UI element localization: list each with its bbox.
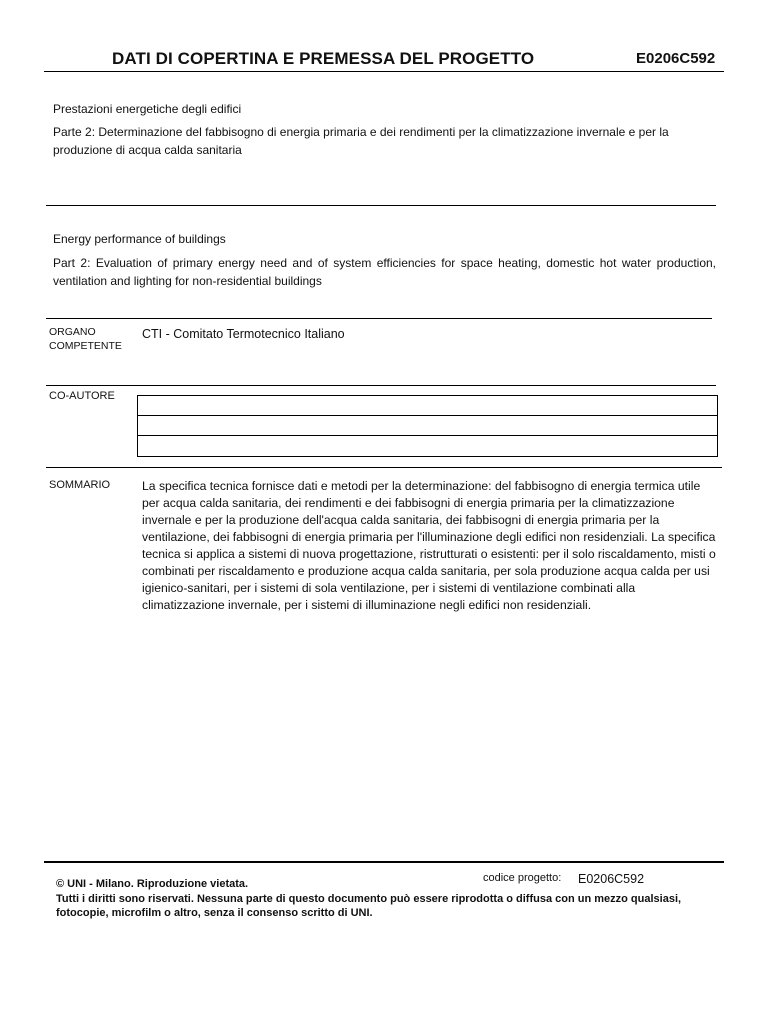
italian-title: Prestazioni energetiche degli edifici bbox=[53, 102, 242, 116]
section-divider bbox=[46, 385, 716, 386]
section-divider bbox=[46, 467, 722, 468]
coautore-row bbox=[138, 416, 717, 436]
organo-value: CTI - Comitato Termotecnico Italiano bbox=[142, 327, 345, 341]
header-divider bbox=[44, 71, 724, 72]
footer-rights: Tutti i diritti sono riservati. Nessuna parte di questo documento può essere riprodotta o diffusa con un mezzo qualsiasi, fotocopie, microfilm o altro, senza il consenso scritto di UNI. bbox=[56, 892, 682, 919]
page-title: DATI DI COPERTINA E PREMESSA DEL PROGETTO bbox=[112, 49, 535, 68]
footer-code-value: E0206C592 bbox=[578, 872, 645, 886]
footer-code-label: codice progetto: bbox=[483, 872, 562, 884]
coautore-row bbox=[138, 396, 717, 416]
organo-label-line2: COMPETENTE bbox=[49, 340, 122, 352]
coautore-table bbox=[137, 395, 718, 457]
project-code: E0206C592 bbox=[636, 50, 716, 67]
english-part: Part 2: Evaluation of primary energy need and of system efficiencies for space heating, domestic hot water production, ventilation and lighting for non-residential buildings bbox=[53, 256, 716, 288]
footer-notice bbox=[56, 877, 696, 921]
footer-divider bbox=[44, 861, 724, 863]
footer-copyright: © UNI - Milano. Riproduzione vietata. bbox=[56, 878, 249, 890]
organo-label bbox=[49, 325, 122, 353]
sommario-label: SOMMARIO bbox=[49, 479, 111, 491]
organo-label-line1: ORGANO bbox=[49, 326, 96, 338]
italian-part: Parte 2: Determinazione del fabbisogno di energia primaria e dei rendimenti per la climatizzazione invernale e per la produzione di acqua calda sanitaria bbox=[53, 125, 669, 157]
coautore-label: CO-AUTORE bbox=[49, 390, 115, 402]
english-title: Energy performance of buildings bbox=[53, 232, 226, 246]
coautore-row bbox=[138, 436, 717, 456]
section-divider bbox=[46, 205, 716, 206]
sommario-text: La specifica tecnica fornisce dati e metodi per la determinazione: del fabbisogno di energia termica utile per acqua calda sanitaria, dei rendimenti e dei fabbisogni di energia primaria per la climatizzazione invernale e per la produzione dell'acqua calda sanitaria, dei fabbisogni di energia primaria per la ventilazione, dei fabbisogni di energia primaria per l'illuminazione degli edifici non residenziali. La specifica tecnica si applica a sistemi di nuova progettazione, ristrutturati o esistenti: per il solo riscaldamento, misti o combinati per riscaldamento e produzione acqua calda sanitaria, per sola produzione acqua calda per usi igienico-sanitari, per i sistemi di sola ventilazione, per i sistemi di ventilazione combinati alla climatizzazione invernale, per i sistemi di illuminazione negli edifici non residenziali. bbox=[142, 479, 716, 612]
section-divider bbox=[46, 318, 712, 319]
